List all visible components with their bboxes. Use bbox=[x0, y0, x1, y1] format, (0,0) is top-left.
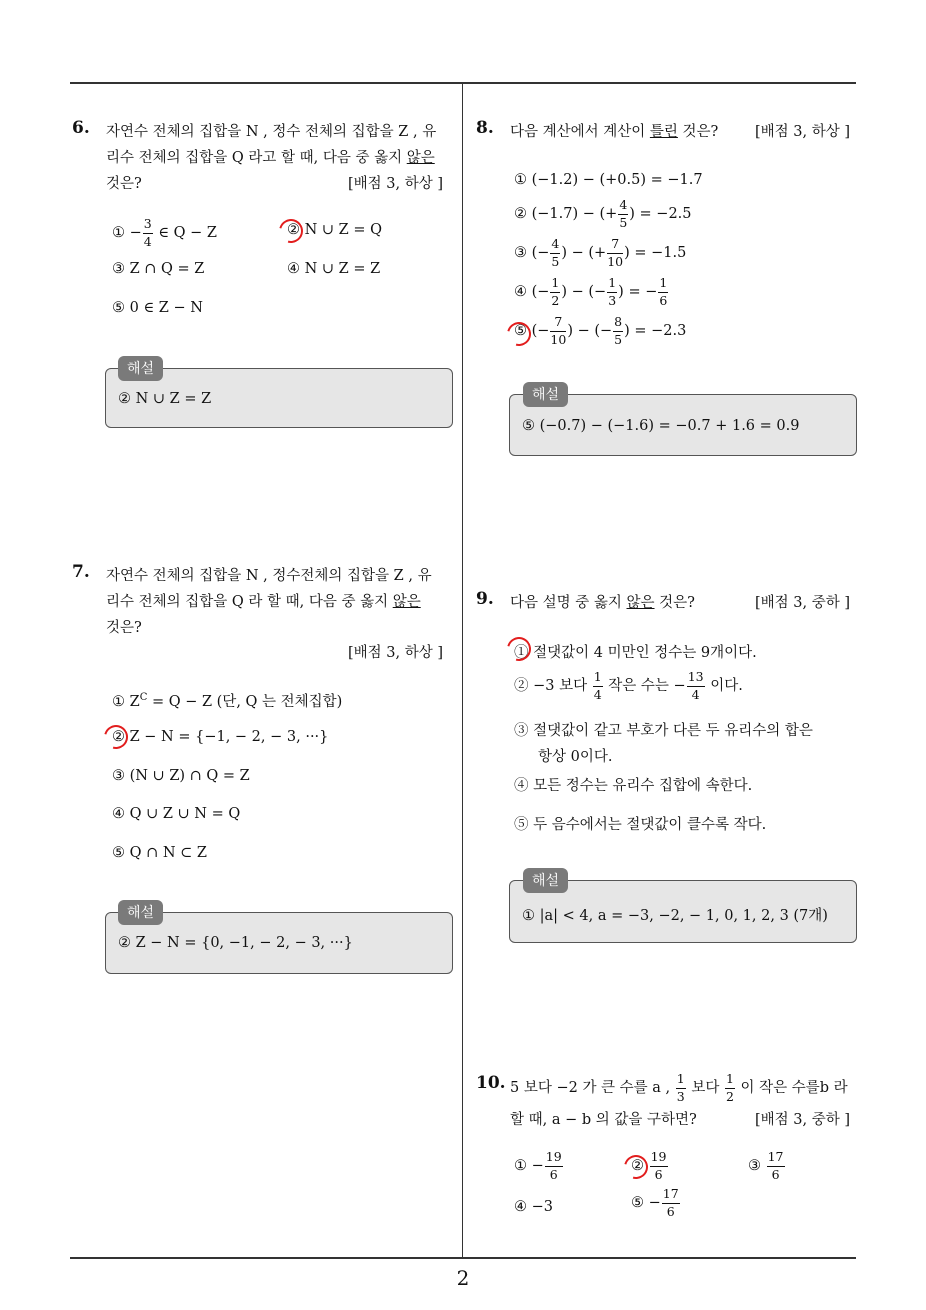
choice-1 bbox=[112, 218, 217, 248]
choice-5: ⑤ 두 음수에서는 절댓값이 클수록 작다. bbox=[514, 817, 767, 833]
fraction bbox=[593, 671, 603, 701]
solution-text: ⑤ (−0.7) − (−1.6) = −0.7 + 1.6 = 0.9 bbox=[522, 418, 800, 434]
numerator: 17 bbox=[662, 1188, 680, 1204]
text: ) − (+ bbox=[561, 245, 607, 261]
choice-4 bbox=[514, 277, 669, 307]
denominator: 4 bbox=[691, 686, 700, 702]
fraction bbox=[613, 316, 623, 346]
score-label: [배점 3, 하상 ] bbox=[755, 124, 851, 140]
numerator: 4 bbox=[550, 238, 560, 254]
solution-text: ② N ∪ Z = Z bbox=[118, 391, 212, 407]
score-label: [배점 3, 중하 ] bbox=[755, 1112, 851, 1128]
denominator: 6 bbox=[654, 1166, 663, 1182]
fraction bbox=[662, 1188, 680, 1218]
denominator: 2 bbox=[551, 292, 560, 308]
fraction bbox=[607, 277, 617, 307]
answer-mark-icon bbox=[275, 215, 308, 248]
underlined-text: 틀린 bbox=[649, 124, 678, 140]
text: 이다. bbox=[705, 678, 743, 694]
denominator: 10 bbox=[550, 331, 567, 347]
fraction bbox=[550, 316, 566, 346]
text: ) = −2.3 bbox=[624, 323, 687, 339]
choice-1: ① (−1.2) − (+0.5) = −1.7 bbox=[514, 172, 703, 188]
choice-2 bbox=[514, 199, 692, 229]
numerator: 1 bbox=[676, 1073, 686, 1089]
choice-3 bbox=[514, 238, 686, 268]
text: ④ (− bbox=[514, 284, 550, 300]
text: ① − bbox=[112, 225, 142, 241]
choice-4: ④ −3 bbox=[514, 1199, 553, 1215]
question-number: 8. bbox=[476, 118, 494, 138]
numerator: 4 bbox=[618, 199, 628, 215]
numerator: 1 bbox=[607, 277, 617, 293]
text: 이 작은 수를b 라 bbox=[740, 1080, 848, 1096]
underlined-text: 않은 bbox=[406, 150, 435, 166]
text: ) − (− bbox=[561, 284, 607, 300]
choice-5: ⑤ 0 ∈ Z − N bbox=[112, 300, 203, 316]
text: 것은? bbox=[677, 124, 719, 140]
fraction bbox=[658, 277, 668, 307]
fraction bbox=[650, 1151, 668, 1181]
text: 다음 설명 중 옳지 bbox=[510, 595, 627, 611]
score-label: [배점 3, 하상 ] bbox=[348, 176, 444, 192]
question-text-line bbox=[510, 120, 718, 141]
page-number: 2 bbox=[456, 1266, 470, 1290]
numerator: 7 bbox=[607, 238, 623, 254]
question-text-line: 것은? bbox=[106, 620, 142, 636]
denominator: 5 bbox=[614, 331, 623, 347]
question-text-line bbox=[106, 146, 435, 167]
choice-1: ① 절댓값이 4 미만인 정수는 9개이다. bbox=[514, 645, 757, 661]
numerator: 7 bbox=[550, 316, 566, 332]
underlined-text: 않은 bbox=[392, 594, 421, 610]
text: = Q − Z (단, Q 는 전체집합) bbox=[147, 694, 343, 710]
text: ② (−1.7) − (+ bbox=[514, 206, 618, 222]
choice-2: ② Z − N = {−1, − 2, − 3, ···} bbox=[112, 729, 329, 745]
question-number: 6. bbox=[72, 118, 90, 138]
choice-3: ③ Z ∩ Q = Z bbox=[112, 261, 205, 277]
superscript: C bbox=[139, 692, 148, 704]
numerator: 3 bbox=[143, 218, 153, 234]
choice-4: ④ N ∪ Z = Z bbox=[287, 261, 381, 277]
numerator: 8 bbox=[613, 316, 623, 332]
solution-label: 해설 bbox=[523, 868, 568, 893]
numerator: 1 bbox=[725, 1073, 735, 1089]
solution-label: 해설 bbox=[523, 382, 568, 407]
solution-label: 해설 bbox=[118, 900, 163, 925]
denominator: 2 bbox=[725, 1088, 734, 1104]
score-label: [배점 3, 하상 ] bbox=[348, 645, 444, 661]
fraction bbox=[143, 218, 153, 248]
fraction bbox=[725, 1073, 735, 1103]
denominator: 3 bbox=[676, 1088, 685, 1104]
text: ) = − bbox=[618, 284, 658, 300]
solution-text: ② Z − N = {0, −1, − 2, − 3, ···} bbox=[118, 935, 353, 951]
fraction bbox=[550, 238, 560, 268]
fraction bbox=[545, 1151, 563, 1181]
text: ) − (− bbox=[567, 323, 613, 339]
text: ① Z bbox=[112, 694, 140, 710]
numerator: 1 bbox=[593, 671, 603, 687]
text: 리수 전체의 집합을 Q 라고 할 때, 다음 중 옳지 bbox=[106, 150, 407, 166]
question-text-line: 할 때, a − b 의 값을 구하면? bbox=[510, 1112, 697, 1128]
question-text-line: 자연수 전체의 집합을 N , 정수 전체의 집합을 Z , 유 bbox=[106, 124, 437, 140]
denominator: 3 bbox=[608, 292, 617, 308]
text: ③ (− bbox=[514, 245, 550, 261]
choice-2 bbox=[514, 671, 743, 701]
text: ⑤ − bbox=[631, 1195, 661, 1211]
text: 보다 bbox=[691, 1080, 720, 1096]
text: 다음 계산에서 계산이 bbox=[510, 124, 650, 140]
choice-4: ④ Q ∪ Z ∪ N = Q bbox=[112, 806, 241, 822]
choice-4: ④ 모든 정수는 유리수 집합에 속한다. bbox=[514, 778, 753, 794]
choice-5 bbox=[514, 316, 686, 346]
text: ⑤ (− bbox=[514, 323, 550, 339]
underlined-text: 않은 bbox=[626, 595, 655, 611]
question-text-line bbox=[510, 591, 695, 612]
question-text-line bbox=[510, 1073, 848, 1103]
numerator: 19 bbox=[650, 1151, 668, 1167]
question-text-line bbox=[106, 590, 421, 611]
column-divider bbox=[462, 83, 463, 1258]
text: ) = −2.5 bbox=[629, 206, 692, 222]
denominator: 6 bbox=[659, 292, 668, 308]
choice-1 bbox=[112, 690, 342, 711]
fraction bbox=[687, 671, 705, 701]
text: ) = −1.5 bbox=[624, 245, 687, 261]
denominator: 5 bbox=[619, 214, 628, 230]
question-text-line: 것은? bbox=[106, 176, 142, 192]
choice-5: ⑤ Q ∩ N ⊂ Z bbox=[112, 845, 207, 861]
denominator: 4 bbox=[143, 233, 152, 249]
solution-label: 해설 bbox=[118, 356, 163, 381]
choice-1 bbox=[514, 1151, 564, 1181]
choice-3 bbox=[748, 1151, 786, 1181]
fraction bbox=[676, 1073, 686, 1103]
denominator: 6 bbox=[666, 1203, 675, 1219]
text: 것은? bbox=[654, 595, 695, 611]
score-label: [배점 3, 중하 ] bbox=[755, 595, 851, 611]
numerator: 1 bbox=[550, 277, 560, 293]
text: ③ bbox=[748, 1158, 766, 1174]
denominator: 6 bbox=[549, 1166, 558, 1182]
choice-5 bbox=[631, 1188, 681, 1218]
denominator: 5 bbox=[551, 253, 560, 269]
answer-mark-icon bbox=[100, 721, 133, 754]
numerator: 13 bbox=[687, 671, 705, 687]
text: ② −3 보다 bbox=[514, 678, 592, 694]
text: ① − bbox=[514, 1158, 544, 1174]
numerator: 19 bbox=[545, 1151, 563, 1167]
text: 작은 수는 − bbox=[603, 678, 686, 694]
numerator: 1 bbox=[658, 277, 668, 293]
denominator: 6 bbox=[771, 1166, 780, 1182]
fraction bbox=[607, 238, 623, 268]
fraction bbox=[550, 277, 560, 307]
solution-text: ① |a| < 4, a = −3, −2, − 1, 0, 1, 2, 3 (7개) bbox=[522, 908, 828, 924]
denominator: 10 bbox=[607, 253, 624, 269]
fraction bbox=[618, 199, 628, 229]
choice-3: ③ (N ∪ Z) ∩ Q = Z bbox=[112, 768, 250, 784]
choice-2: ② N ∪ Z = Q bbox=[287, 222, 382, 238]
question-number: 7. bbox=[72, 562, 90, 582]
numerator: 17 bbox=[767, 1151, 785, 1167]
text: 5 보다 −2 가 큰 수를 a , bbox=[510, 1080, 671, 1096]
choice-3: ③ 절댓값이 같고 부호가 다른 두 유리수의 합은 bbox=[514, 723, 813, 739]
question-number: 9. bbox=[476, 589, 494, 609]
fraction bbox=[767, 1151, 785, 1181]
question-number: 10. bbox=[476, 1073, 506, 1093]
denominator: 4 bbox=[593, 686, 602, 702]
choice-3-continued: 항상 0이다. bbox=[538, 749, 613, 765]
text: 리수 전체의 집합을 Q 라 할 때, 다음 중 옳지 bbox=[106, 594, 393, 610]
text: ② bbox=[631, 1158, 649, 1174]
text: ∈ Q − Z bbox=[158, 225, 218, 241]
question-text-line: 자연수 전체의 집합을 N , 정수전체의 집합을 Z , 유 bbox=[106, 568, 432, 584]
